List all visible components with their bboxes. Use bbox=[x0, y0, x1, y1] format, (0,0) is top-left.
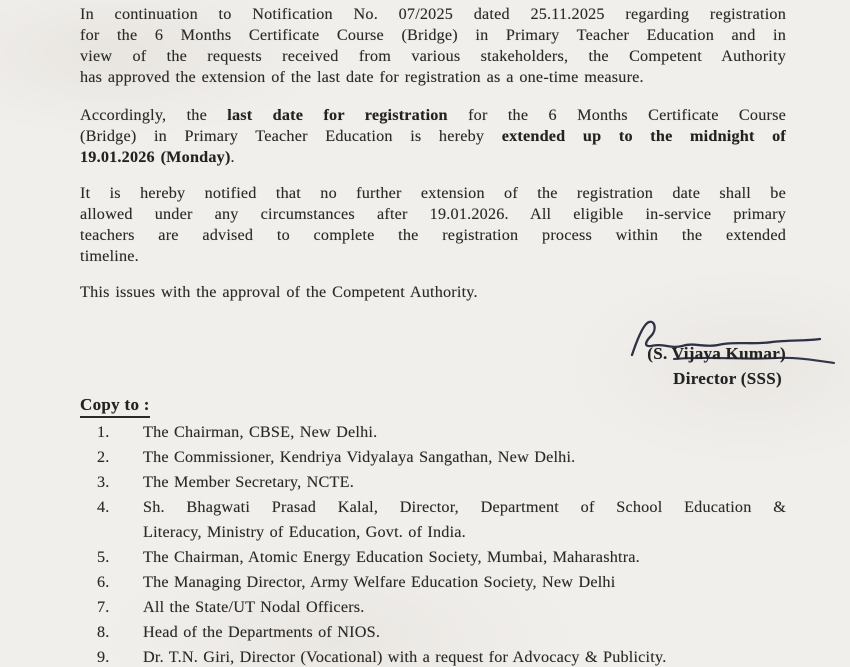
text-line bbox=[80, 4, 786, 25]
text-line bbox=[80, 46, 786, 67]
text-line: Head of the Departments of NIOS. bbox=[143, 623, 381, 641]
copy-list-item-2 bbox=[80, 445, 786, 470]
copy-list-item-5 bbox=[80, 545, 786, 570]
copy-list-item-9 bbox=[80, 645, 786, 667]
text-line: The Chairman, CBSE, New Delhi. bbox=[143, 423, 378, 441]
text-segment: allowed under any circumstances after 19.01.2026. All eligible in-service primary bbox=[80, 205, 786, 223]
copy-list-item-8 bbox=[80, 620, 786, 645]
notice-paragraph-4 bbox=[80, 282, 786, 303]
list-item-number: 1. bbox=[97, 423, 110, 441]
text-line: The Chairman, Atomic Energy Education Society, Mumbai, Maharashtra. bbox=[143, 548, 640, 566]
list-item-text bbox=[143, 570, 786, 595]
copy-list-item-3 bbox=[80, 470, 786, 495]
text-line bbox=[80, 246, 786, 267]
text-line bbox=[80, 282, 786, 303]
bold-text-segment: extended up to the midnight of bbox=[501, 127, 786, 145]
text-segment: for the 6 Months Certificate Course bbox=[447, 106, 786, 124]
copy-list-item-1 bbox=[80, 420, 786, 445]
text-line bbox=[80, 67, 786, 88]
list-item-number: 3. bbox=[97, 473, 110, 491]
text-line: Dr. T.N. Giri, Director (Vocational) with a request for Advocacy & Publicity. bbox=[143, 648, 667, 666]
signatory-title: Director (SSS) bbox=[673, 369, 782, 388]
text-segment: In continuation to Notification No. 07/2025 dated 25.11.2025 regarding registration bbox=[80, 5, 786, 23]
text-line bbox=[80, 225, 786, 246]
text-segment: It is hereby notified that no further extension of the registration date shall be bbox=[80, 184, 786, 202]
text-line bbox=[80, 126, 786, 147]
bold-text-segment: last date for registration bbox=[227, 106, 448, 124]
notice-paragraph-1 bbox=[80, 4, 786, 88]
list-item-number: 2. bbox=[97, 448, 110, 466]
copy-list-item-6 bbox=[80, 570, 786, 595]
text-segment: has approved the extension of the last date for registration as a one-time measure. bbox=[80, 68, 644, 86]
notice-paragraph-2 bbox=[80, 105, 786, 168]
text-line bbox=[80, 105, 786, 126]
text-line bbox=[80, 25, 786, 46]
list-item-text bbox=[143, 445, 786, 470]
notice-body bbox=[80, 0, 786, 303]
text-line: The Managing Director, Army Welfare Education Society, New Delhi bbox=[143, 573, 616, 591]
copy-to-heading-text: Copy to : bbox=[80, 395, 150, 418]
text-segment: This issues with the approval of the Competent Authority. bbox=[80, 283, 478, 301]
list-item-text bbox=[143, 545, 786, 570]
bold-text-segment: 19.01.2026 (Monday) bbox=[80, 148, 231, 166]
text-line bbox=[80, 204, 786, 225]
text-segment: teachers are advised to complete the registration process within the extended bbox=[80, 226, 786, 244]
signatory-name: (S. Vijaya Kumar) bbox=[647, 344, 786, 363]
text-segment: for the 6 Months Certificate Course (Bridge) in Primary Teacher Education and in bbox=[80, 26, 786, 44]
list-item-text bbox=[143, 645, 786, 667]
text-line bbox=[80, 183, 786, 204]
copy-to-list bbox=[80, 420, 786, 667]
text-line: The Commissioner, Kendriya Vidyalaya Sangathan, New Delhi. bbox=[143, 448, 576, 466]
text-segment: . bbox=[230, 148, 235, 166]
text-segment: timeline. bbox=[80, 247, 139, 265]
copy-list-item-4 bbox=[80, 495, 786, 545]
text-segment: Accordingly, the bbox=[80, 106, 228, 124]
list-item-text bbox=[143, 620, 786, 645]
list-item-number: 7. bbox=[97, 598, 110, 616]
list-item-text bbox=[143, 470, 786, 495]
list-item-number: 6. bbox=[97, 573, 110, 591]
list-item-text bbox=[143, 495, 786, 545]
copy-list-item-7 bbox=[80, 595, 786, 620]
list-item-text bbox=[143, 595, 786, 620]
text-line: All the State/UT Nodal Officers. bbox=[143, 598, 365, 616]
text-line: Literacy, Ministry of Education, Govt. of India. bbox=[143, 523, 466, 541]
list-item-text bbox=[143, 420, 786, 445]
list-item-number: 5. bbox=[97, 548, 110, 566]
text-line: The Member Secretary, NCTE. bbox=[143, 473, 354, 491]
text-segment: view of the requests received from various stakeholders, the Competent Authority bbox=[80, 47, 786, 65]
text-segment: (Bridge) in Primary Teacher Education is hereby bbox=[80, 127, 502, 145]
notice-paragraph-3 bbox=[80, 183, 786, 267]
copy-to-heading bbox=[80, 395, 150, 418]
list-item-number: 8. bbox=[97, 623, 110, 641]
text-line: Sh. Bhagwati Prasad Kalal, Director, Department of School Education & bbox=[143, 498, 786, 516]
list-item-number: 4. bbox=[97, 498, 110, 516]
list-item-number: 9. bbox=[97, 648, 110, 666]
text-line bbox=[80, 147, 786, 168]
